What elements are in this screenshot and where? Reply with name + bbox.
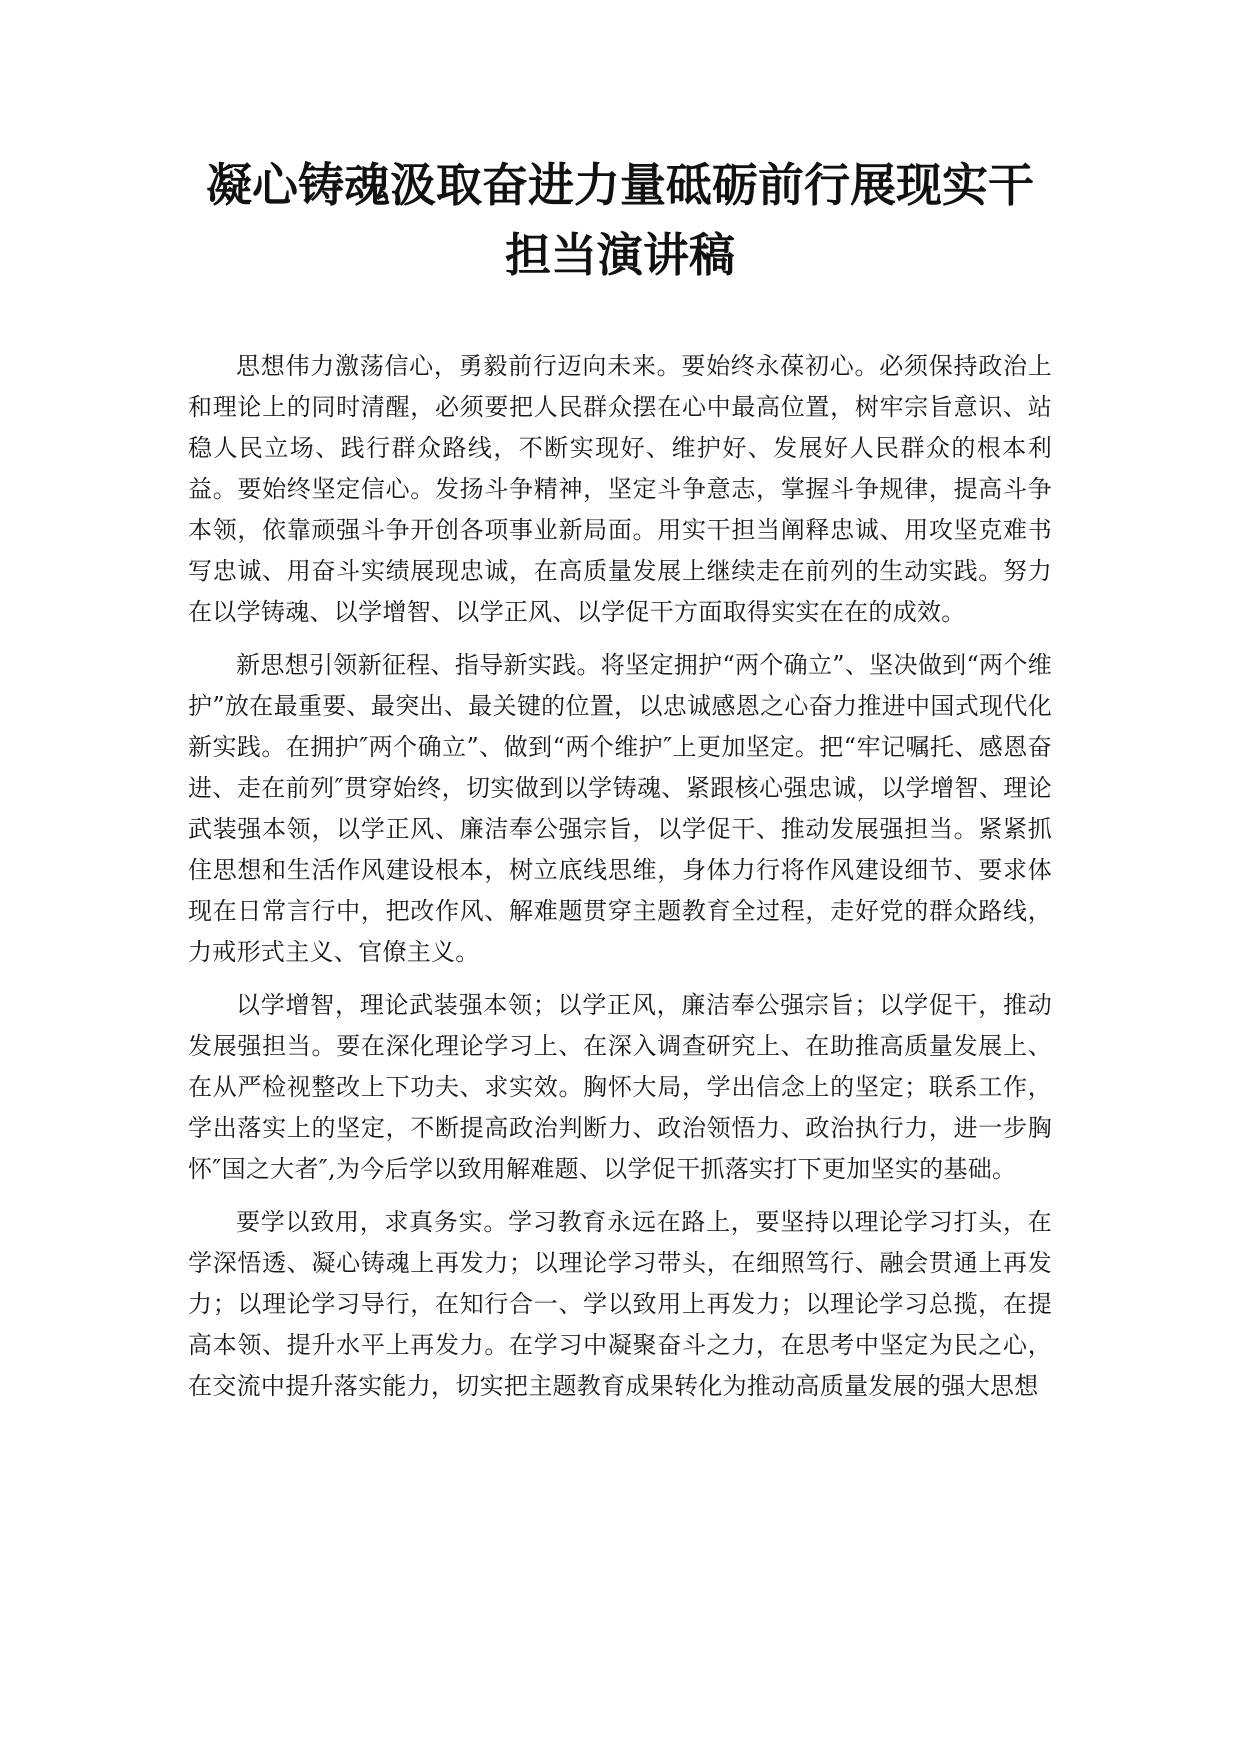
paragraph: 新思想引领新征程、指导新实践。将坚定拥护“两个确立”、坚决做到“两个维护”放在最重要、最突出、最关键的位置，以忠诚感恩之心奋力推进中国式现代化新实践。在拥护″两个确立”、做到“两个维护″上更加坚定。把“牢记嘱托、感恩奋进、走在前列″贯穿始终，切实做到以学铸魂、紧跟核心强忠诚，以学增智、理论武装强本领，以学正风、廉洁奉公强宗旨，以学促干、推动发展强担当。紧紧抓住思想和生活作风建设根本，树立底线思维，身体力行将作风建设细节、要求体现在日常言行中，把改作风、解难题贯穿主题教育全过程，走好党的群众路线，力戒形式主义、官僚主义。 xyxy=(188,651,1052,966)
title-line-1: 凝心铸魂汲取奋进力量砥砺前行展现实干 xyxy=(206,158,1034,212)
paragraph: 要学以致用，求真务实。学习教育永远在路上，要坚持以理论学习打头，在学深悟透、凝心铸魂上再发力；以理论学习带头，在细照笃行、融会贯通上再发力；以理论学习导行，在知行合一、学以致用上再发力；以理论学习总揽，在提高本领、提升水平上再发力。在学习中凝聚奋斗之力，在思考中坚定为民之心，在交流中提升落实能力，切实把主题教育成果转化为推动高质量发展的强大思想 xyxy=(188,1208,1052,1400)
paragraph: 以学增智，理论武装强本领；以学正风，廉洁奉公强宗旨；以学促干，推动发展强担当。要在深化理论学习上、在深入调查研究上、在助推高质量发展上、在从严检视整改上下功夫、求实效。胸怀大局，学出信念上的坚定；联系工作，学出落实上的坚定，不断提高政治判断力、政治领悟力、政治执行力，进一步胸怀″国之大者″,为今后学以致用解难题、以学促干抓落实打下更加坚实的基础。 xyxy=(188,991,1052,1183)
document-body xyxy=(188,346,1052,1419)
paragraph: 思想伟力激荡信心，勇毅前行迈向未来。要始终永葆初心。必须保持政治上和理论上的同时清醒，必须要把人民群众摆在心中最高位置，树牢宗旨意识、站稳人民立场、践行群众路线，不断实现好、维护好、发展好人民群众的根本利益。要始终坚定信心。发扬斗争精神，坚定斗争意志，掌握斗争规律，提高斗争本领，依靠顽强斗争开创各项事业新局面。用实干担当阐释忠诚、用攻坚克难书写忠诚、用奋斗实绩展现忠诚，在高质量发展上继续走在前列的生动实践。努力在以学铸魂、以学增智、以学正风、以学促干方面取得实实在在的成效。 xyxy=(188,352,1052,626)
title-line-2: 担当演讲稿 xyxy=(505,228,735,282)
document-title xyxy=(150,150,1090,290)
